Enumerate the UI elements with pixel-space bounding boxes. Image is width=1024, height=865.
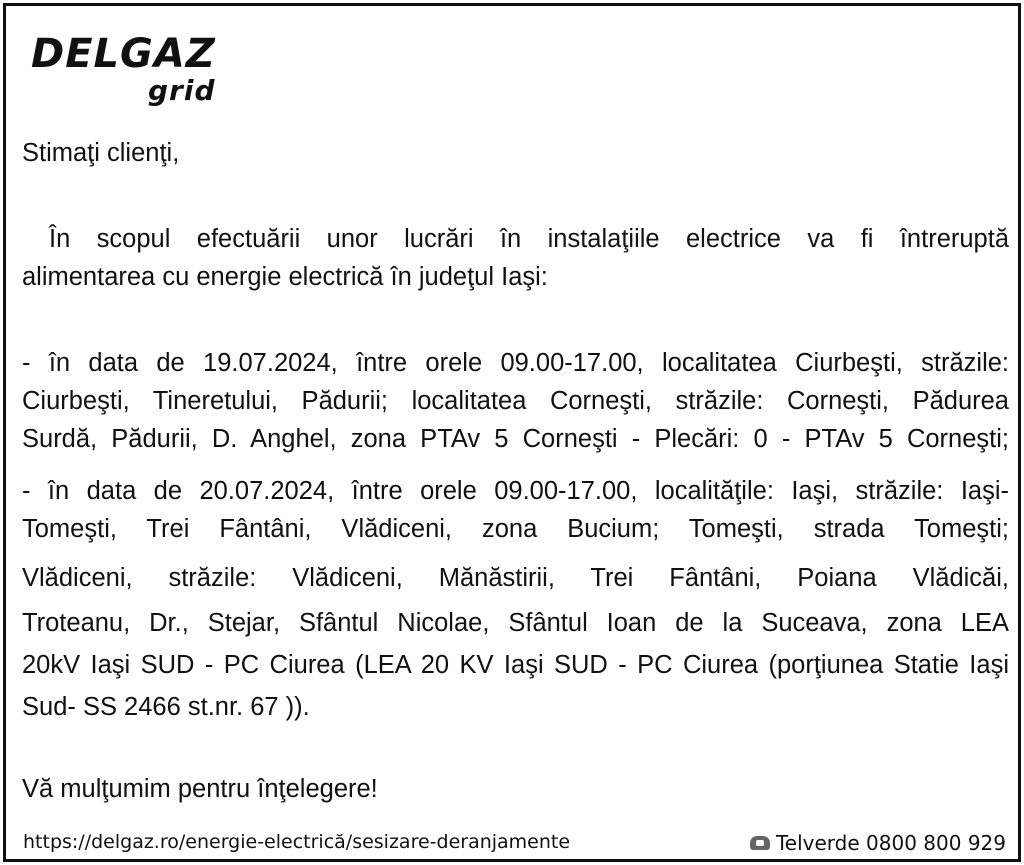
intro-line-2: alimentarea cu energie electrică în judeţul Iaşi: <box>22 263 548 291</box>
greeting: Stimaţi clienţi, <box>22 139 180 167</box>
closing-text: Vă mulţumim pentru înţelegere! <box>22 775 378 803</box>
phone-number: Telverde 0800 800 929 <box>775 831 1006 855</box>
schedule-line-4: - în data de 20.07.2024, între orele 09.00-17.00, localităţile: Iaşi, străzile: Iaşi- <box>22 477 1009 505</box>
notice-frame <box>3 3 1021 862</box>
logo-sub-text: grid <box>148 74 216 107</box>
logo-main-text: DELGAZ <box>31 31 216 77</box>
schedule-line-5: Tomeşti, Trei Fântâni, Vlădiceni, zona Bucium; Tomeşti, strada Tomeşti; <box>22 515 1009 543</box>
schedule-line-8: 20kV Iaşi SUD - PC Ciurea (LEA 20 KV Iaşi SUD - PC Ciurea (porţiunea Statie Iaşi <box>22 651 1009 679</box>
schedule-line-7: Troteanu, Dr., Stejar, Sfântul Nicolae, Sfântul Ioan de la Suceava, zona LEA <box>22 609 1009 637</box>
schedule-line-9: Sud- SS 2466 st.nr. 67 )). <box>22 693 310 721</box>
schedule-line-6: Vlădiceni, străzile: Vlădiceni, Mănăstirii, Trei Fântâni, Poiana Vlădicăi, <box>22 564 1009 592</box>
phone-icon <box>750 836 770 850</box>
schedule-line-3: Surdă, Pădurii, D. Anghel, zona PTAv 5 Corneşti - Plecări: 0 - PTAv 5 Corneşti; <box>22 425 1009 453</box>
footer-phone <box>750 831 1006 855</box>
schedule-line-1: - în data de 19.07.2024, între orele 09.00-17.00, localitatea Ciurbeşti, străzile: <box>22 349 1009 377</box>
footer-url-link[interactable]: https://delgaz.ro/energie-electrică/sesizare-deranjamente <box>23 831 571 853</box>
delgaz-grid-logo <box>31 32 231 112</box>
schedule-line-2: Ciurbeşti, Tineretului, Pădurii; localitatea Corneşti, străzile: Corneşti, Pădurea <box>22 387 1009 415</box>
intro-line-1: În scopul efectuării unor lucrări în instalaţiile electrice va fi întreruptă <box>49 225 1009 253</box>
